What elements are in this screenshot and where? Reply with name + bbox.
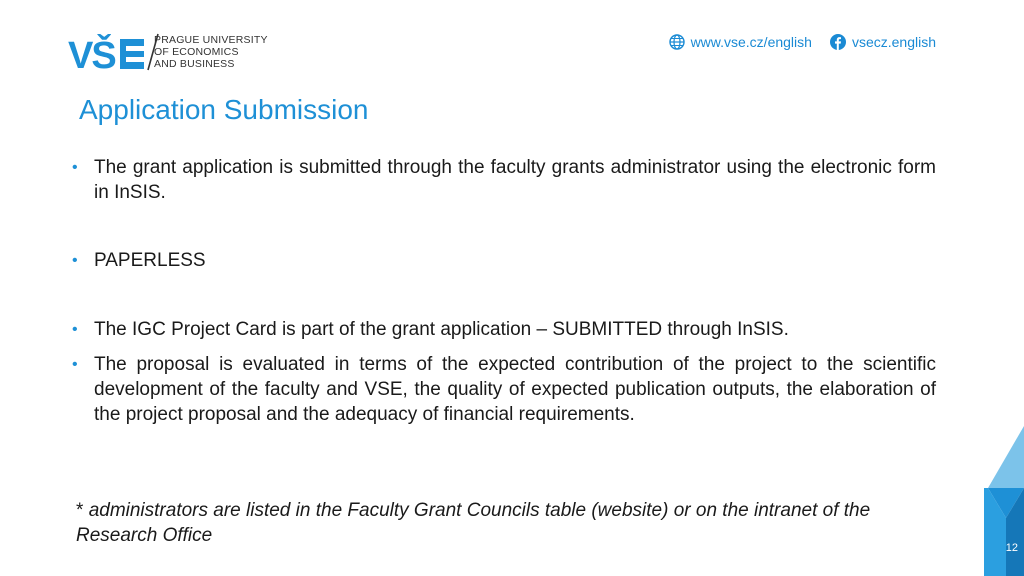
- website-link-text: www.vse.cz/english: [690, 34, 812, 50]
- website-link[interactable]: [669, 34, 812, 50]
- bullet-item: [72, 155, 936, 205]
- university-name-line: OF ECONOMICS: [154, 46, 239, 58]
- bullet-item: [72, 317, 936, 342]
- bullet-text: The IGC Project Card is part of the grant application – SUBMITTED through InSIS.: [94, 319, 789, 340]
- slide-title: Application Submission: [79, 94, 369, 125]
- bullet-text: The proposal is evaluated in terms of the expected contribution of the project to the scientific development of the faculty and VSE, the quality of expected publication outputs, the elaboration of the project proposal and the adequacy of financial requirements.: [94, 354, 936, 425]
- svg-text:VŠ: VŠ: [68, 35, 115, 72]
- bullet-symbol: •: [72, 321, 78, 338]
- footnote-text: administrators are listed in the Faculty Grant Councils table (website) or on the intranet of the Research Office: [76, 500, 871, 546]
- bullet-text: The grant application is submitted through the faculty grants administrator using the electronic form in InSIS.: [94, 157, 936, 203]
- page-number: 12: [1005, 542, 1018, 554]
- bullet-item: [72, 352, 936, 427]
- facebook-link[interactable]: [830, 34, 936, 50]
- facebook-link-text: vsecz.english: [851, 34, 936, 50]
- university-name-line: AND BUSINESS: [154, 58, 235, 70]
- bullet-symbol: •: [72, 252, 78, 269]
- globe-icon: [669, 34, 685, 50]
- bullet-text: PAPERLESS: [94, 250, 206, 271]
- bullet-item: [72, 248, 936, 273]
- facebook-icon: [830, 34, 846, 50]
- header-links: [669, 34, 936, 50]
- university-name: [154, 34, 268, 70]
- bullet-symbol: •: [72, 159, 78, 176]
- corner-decoration: [984, 426, 1024, 576]
- bullet-symbol: •: [72, 356, 78, 373]
- university-name-line: PRAGUE UNIVERSITY: [154, 34, 268, 46]
- footnote-asterisk: *: [76, 500, 84, 521]
- footnote: [76, 498, 940, 548]
